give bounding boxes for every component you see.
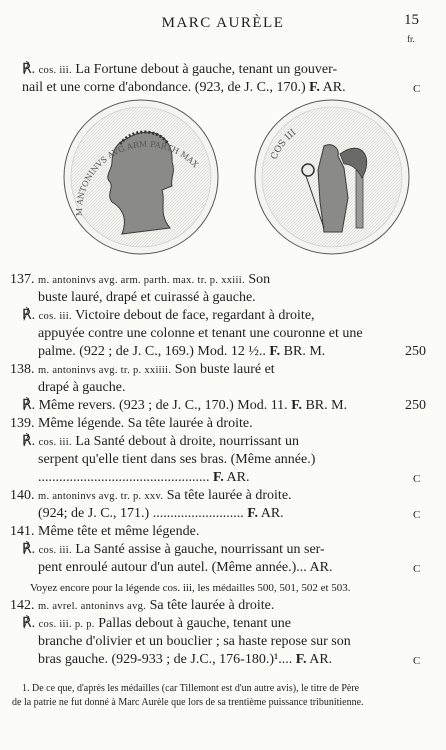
entry-137-line-3	[22, 308, 315, 325]
value-mark: F.	[295, 652, 307, 667]
reverse-description: Victoire debout de face, regardant à droite,	[75, 308, 315, 323]
reverse-legend: cos. iii.	[38, 437, 72, 448]
entry-137-line-5	[38, 344, 325, 360]
price-value: 250	[405, 398, 426, 413]
entry-text: Même légende. Sa tête laurée à droite.	[38, 416, 253, 431]
entry-137-line-2: buste lauré, drapé et cuirassé à gauche.	[38, 290, 256, 305]
entry-139-line-1	[10, 416, 253, 432]
entry-140-line-1	[10, 488, 292, 505]
entry-142-line-2	[22, 616, 291, 633]
reverse-legend-coin: COS III	[269, 127, 299, 162]
entry-142-line-1	[10, 598, 274, 615]
date-text: (924; de J. C., 171.) ..........................	[38, 506, 244, 521]
metal: BR. M.	[305, 398, 348, 413]
reverse-description: La Santé debout à droite, nourrissant un	[75, 434, 299, 449]
date-text: bras gauche. (929-933 ; de J.C., 176-180.)¹....	[38, 652, 293, 667]
entry-text: Même tête et même légende.	[38, 524, 200, 539]
metal: AR.	[322, 80, 346, 95]
value-mark: F.	[309, 80, 320, 95]
metal: AR.	[260, 506, 284, 521]
page-number: 15	[404, 12, 419, 28]
entry-142-line-4	[38, 652, 332, 668]
entry-text: Son buste lauré et	[174, 362, 275, 377]
rarity-mark: C	[413, 473, 421, 485]
cross-reference-note: Voyez encore pour la légende cos. iii, les médailles 500, 501, 502 et 503.	[30, 582, 351, 594]
entry-text: Sa tête laurée à droite.	[149, 598, 275, 613]
reverse-coin	[255, 100, 409, 254]
rarity-mark: C	[413, 563, 421, 575]
page-subnote: fr.	[407, 34, 415, 44]
entry-141-line-2	[22, 542, 325, 559]
reverse-description: La Fortune debout à gauche, tenant un gouver-	[75, 62, 338, 77]
entry-137-line-1	[10, 272, 270, 289]
entry-138-line-2: drapé à gauche.	[38, 380, 126, 395]
obverse-legend-text: m. avrel. antoninvs avg.	[38, 601, 147, 612]
obverse-legend: M ANTONINVS AVG ARM PARTH MAX	[74, 139, 200, 217]
rarity-mark: C	[413, 509, 421, 521]
value-mark: F.	[269, 344, 281, 359]
entry-140-line-2	[38, 506, 284, 522]
footnote-line-1: 1. De ce que, d'après les médailles (car Tillemont est d'un autre avis), le titre de Père	[22, 683, 360, 694]
reverse-description: Pallas debout à gauche, tenant une	[98, 616, 292, 631]
value-mark: F.	[291, 398, 302, 413]
running-title: MARC AURÈLE	[161, 15, 285, 31]
entry-142-line-3: branche d'olivier et un bouclier ; sa haste repose sur son	[38, 634, 351, 649]
rarity-mark: C	[413, 83, 421, 95]
entry-139-line-2	[22, 434, 299, 451]
reverse-legend: cos. iii. p. p.	[38, 619, 95, 630]
leader-dots: .................................................	[38, 470, 210, 485]
obverse-legend-text: m. antoninvs avg. tr. p. xxv.	[38, 491, 164, 502]
entry-continuation-line-2	[22, 80, 346, 96]
entry-number: 141.	[10, 524, 35, 539]
value-mark: F.	[213, 470, 224, 485]
obverse-legend-text: m. antoninvs avg. tr. p. xxiiii.	[38, 365, 172, 376]
reverse-legend: cos. iii.	[38, 545, 72, 556]
metal: BR. M.	[283, 344, 326, 359]
reverse-mark: ℟.	[22, 308, 36, 323]
entry-number: 139.	[10, 416, 35, 431]
entry-139-line-3: serpent qu'elle tient dans ses bras. (Même année.)	[38, 452, 316, 467]
rarity-mark: C	[413, 655, 421, 667]
entry-number: 137.	[10, 272, 35, 287]
reverse-legend: cos. iii.	[38, 65, 72, 76]
reverse-description: Même revers. (923 ; de J. C., 170.) Mod. 11.	[38, 398, 288, 413]
entry-141-line-1	[10, 524, 199, 540]
obverse-coin	[64, 100, 218, 254]
entry-141-line-3	[38, 560, 333, 576]
reverse-mark: ℟.	[22, 434, 36, 449]
reverse-legend: cos. iii.	[38, 311, 72, 322]
metal: AR.	[309, 652, 333, 667]
date-text: nail et une corne d'abondance. (923, de J. C., 170.)	[22, 80, 306, 95]
entry-text: Son	[248, 272, 271, 287]
entry-number: 142.	[10, 598, 35, 613]
reverse-mark: ℟.	[22, 62, 36, 77]
entry-number: 138.	[10, 362, 35, 377]
date-module-text: palme. (922 ; de J. C., 169.) Mod. 12 ½..	[38, 344, 266, 359]
entry-139-line-4	[38, 470, 249, 486]
price-value: 250	[405, 344, 426, 359]
coin-illustration	[62, 98, 414, 256]
description-tail: pent enroulé autour d'un autel. (Même année.)...	[38, 560, 307, 575]
metal: AR.	[309, 560, 333, 575]
footnote-line-2: de la patrie ne fut donné à Marc Aurèle que lors de sa trentième puissance tribunitienne.	[12, 697, 364, 708]
entry-137-line-4: appuyée contre une colonne et tenant une couronne et une	[38, 326, 363, 341]
value-mark: F.	[247, 506, 258, 521]
entry-number: 140.	[10, 488, 35, 503]
reverse-mark: ℟.	[22, 542, 36, 557]
entry-continuation-line-1	[22, 62, 337, 79]
entry-text: Sa tête laurée à droite.	[166, 488, 292, 503]
reverse-mark: ℟.	[22, 616, 36, 631]
entry-138-line-3	[22, 398, 347, 414]
metal: AR.	[226, 470, 250, 485]
obverse-legend-text: m. antoninvs avg. arm. parth. max. tr. p. xxiii.	[38, 275, 245, 286]
entry-138-line-1	[10, 362, 275, 379]
reverse-mark: ℟.	[22, 398, 36, 413]
reverse-description: La Santé assise à gauche, nourrissant un ser-	[75, 542, 325, 557]
